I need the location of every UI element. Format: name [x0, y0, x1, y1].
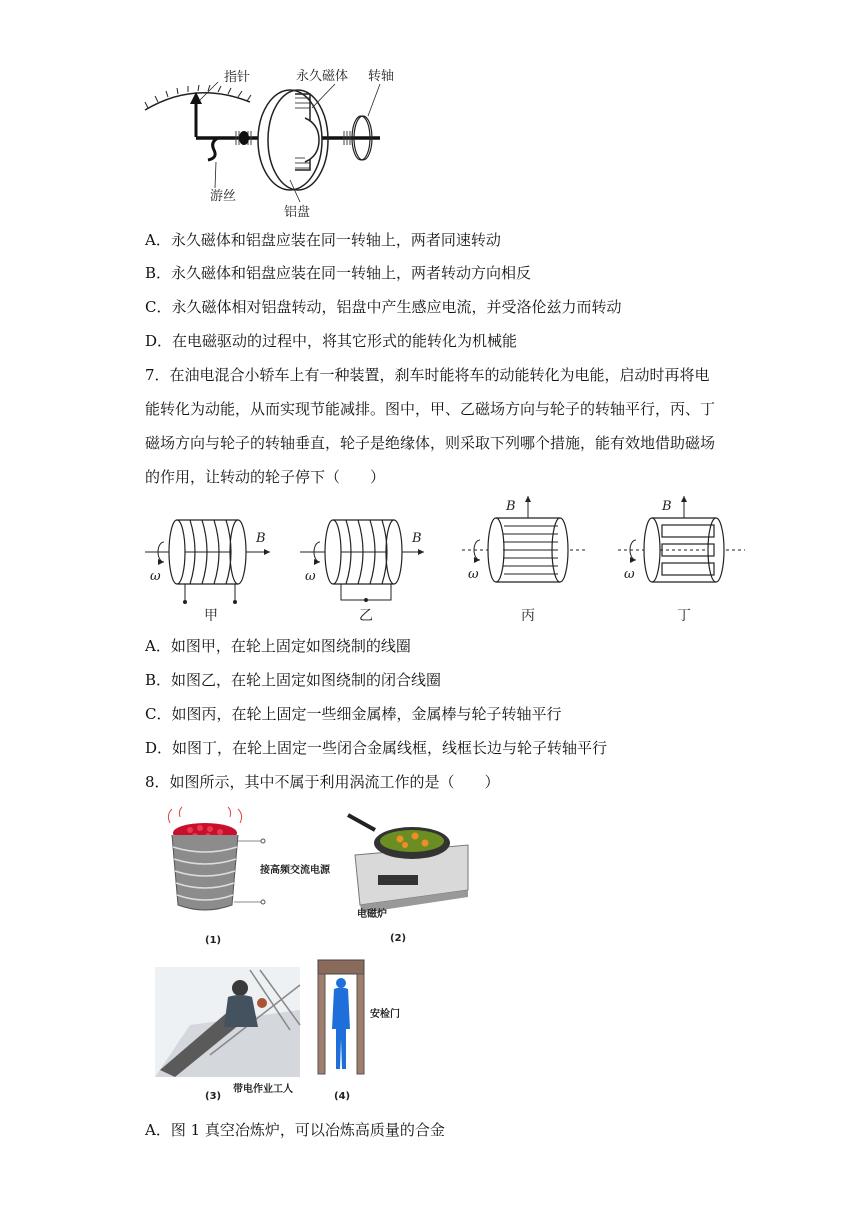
wheel-jia: [145, 520, 270, 604]
label-aluminium-disk: 铝盘: [284, 205, 311, 220]
label-live-worker: 带电作业工人: [233, 1084, 293, 1095]
label-omega-yi: ω: [305, 569, 316, 584]
caption-bing: 丙: [521, 608, 535, 624]
q7-stem-line-1: 7．在油电混合小轿车上有一种装置，刹车时能将车的动能转化为电能，启动时再将电: [145, 366, 710, 384]
caption-jia: 甲: [204, 608, 218, 624]
q8-option-a: A．图 1 真空冶炼炉，可以冶炼高质量的合金: [145, 1121, 445, 1139]
q7-stem-line-2: 能转化为动能，从而实现节能减排。图中，甲、乙磁场方向与轮子的转轴平行，丙、丁: [145, 400, 716, 418]
q7-stem-line-4: 的作用，让转动的轮子停下（ ）: [145, 468, 386, 486]
label-b-yi: B: [412, 531, 422, 546]
caption-yi: 乙: [359, 608, 373, 624]
q8-stem: 8．如图所示，其中不属于利用涡流工作的是（ ）: [145, 773, 500, 791]
q7-option-d: D．如图丁，在轮上固定一些闭合金属线框，线框长边与轮子转轴平行: [145, 739, 608, 757]
q6-option-b: B．永久磁体和铝盘应装在同一转轴上，两者转动方向相反: [145, 264, 532, 282]
label-shaft: 转轴: [368, 69, 395, 84]
label-omega-bing: ω: [468, 567, 479, 582]
wheel-yi: [300, 520, 424, 602]
q7-stem-line-3: 磁场方向与轮子的转轴垂直，轮子是绝缘体，则采取下列哪个措施，能有效地借助磁场: [145, 434, 716, 452]
q6-option-d: D．在电磁驱动的过程中，将其它形式的能转化为机械能: [145, 332, 518, 350]
q6-option-c: C．永久磁体相对铝盘转动，铝盘中产生感应电流，并受洛伦兹力而转动: [145, 298, 622, 316]
q7-option-a: A．如图甲，在轮上固定如图绕制的线圈: [145, 637, 411, 655]
label-pic-2: (2): [390, 933, 407, 944]
q6-option-a: A．永久磁体和铝盘应装在同一转轴上，两者同速转动: [145, 231, 501, 249]
wheel-ding: [618, 496, 745, 582]
cooker-image: [348, 815, 468, 913]
figure-wheels: [140, 492, 750, 627]
label-omega-jia: ω: [150, 569, 161, 584]
label-b-bing: B: [506, 499, 516, 514]
figure-eddy-meter: [140, 62, 410, 222]
caption-ding: 丁: [677, 608, 691, 624]
label-pic-1: (1): [205, 935, 222, 946]
label-permanent-magnet: 永久磁体: [296, 69, 349, 84]
label-hairspring: 游丝: [210, 189, 237, 204]
gate-image: [318, 960, 364, 1074]
label-pointer: 指针: [224, 70, 251, 85]
label-pic-4: (4): [334, 1091, 351, 1102]
label-omega-ding: ω: [624, 567, 635, 582]
label-induction-cooker: 电磁炉: [357, 909, 387, 920]
label-b-ding: B: [662, 499, 672, 514]
label-hf-source: 接高频交流电源: [260, 865, 330, 876]
label-security-gate: 安检门: [370, 1009, 400, 1020]
wheel-bing: [462, 496, 585, 582]
q7-option-c: C．如图丙，在轮上固定一些细金属棒，金属棒与轮子转轴平行: [145, 705, 562, 723]
label-pic-3: (3): [205, 1091, 222, 1102]
figure-eddy-applications: [150, 805, 480, 1105]
label-b-jia: B: [256, 531, 266, 546]
furnace-image: [168, 807, 265, 910]
q7-option-b: B．如图乙，在轮上固定如图绕制的闭合线圈: [145, 671, 442, 689]
worker-image: [155, 967, 300, 1077]
